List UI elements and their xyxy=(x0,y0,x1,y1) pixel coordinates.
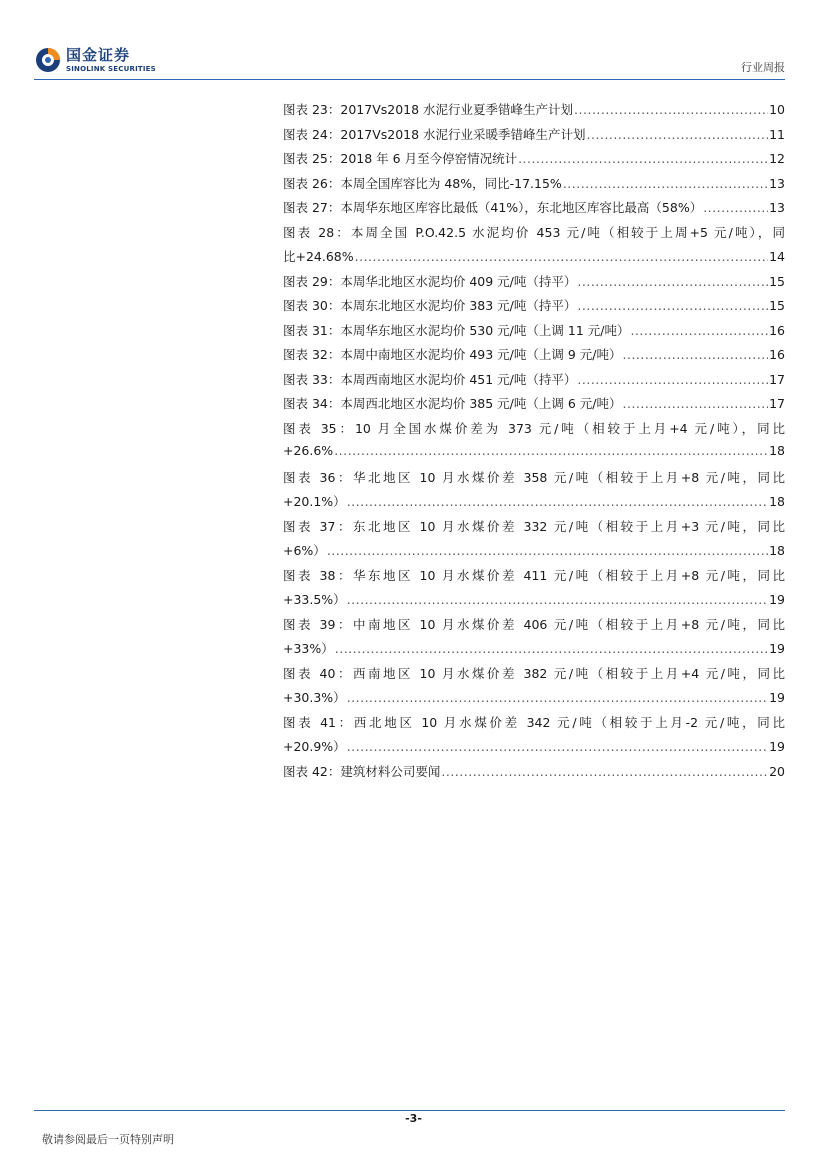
toc-entry-title: 图表 23：2017Vs2018 水泥行业夏季错峰生产计划 xyxy=(283,102,574,117)
sinolink-logo-icon xyxy=(34,46,62,74)
toc-leader-dots xyxy=(335,641,768,656)
toc-entry-title: 图表 39：中南地区 10 月水煤价差 406 元/吨（相较于上月+8 元/吨，同比 xyxy=(283,616,785,632)
toc-entry[interactable] xyxy=(283,345,785,370)
toc-entry[interactable] xyxy=(283,321,785,346)
toc-page-number: 19 xyxy=(769,641,785,656)
footer-divider xyxy=(34,1110,785,1111)
toc-entry-title: 图表 30：本周东北地区水泥均价 383 元/吨（持平） xyxy=(283,298,577,313)
toc-leader-dots xyxy=(577,274,768,289)
toc-entry[interactable] xyxy=(283,566,785,615)
toc-page-number: 14 xyxy=(769,249,785,264)
toc-entry[interactable] xyxy=(283,149,785,174)
toc-page-number: 18 xyxy=(769,443,785,458)
toc-entry-title: 图表 33：本周西南地区水泥均价 451 元/吨（持平） xyxy=(283,371,577,387)
toc-leader-dots xyxy=(518,151,768,166)
toc-leader-dots xyxy=(563,176,768,191)
toc-entry[interactable] xyxy=(283,125,785,150)
toc-entry-title: 图表 38：华东地区 10 月水煤价差 411 元/吨（相较于上月+8 元/吨，同比 xyxy=(283,567,785,583)
toc-page-number: 17 xyxy=(769,371,785,387)
toc-entry-title: 图表 25：2018 年 6 月至今停窑情况统计 xyxy=(283,151,518,166)
toc-page-number: 16 xyxy=(769,322,785,338)
toc-page-number: 18 xyxy=(769,543,785,558)
logo-chinese-name: 国金证券 xyxy=(66,45,131,64)
toc-entry[interactable] xyxy=(283,762,785,787)
toc-leader-dots xyxy=(347,494,768,509)
toc-entry-title: +20.9%） xyxy=(283,739,346,754)
toc-page-number: 17 xyxy=(769,396,785,411)
toc-entry[interactable] xyxy=(283,615,785,664)
toc-entry-title: 图表 36：华北地区 10 月水煤价差 358 元/吨（相较于上月+8 元/吨，同比 xyxy=(283,469,785,485)
toc-entry-title: 图表 26：本周全国库容比为 48%，同比-17.15% xyxy=(283,175,562,191)
toc-entry-title: 图表 28：本周全国 P.O.42.5 水泥均价 453 元/吨（相较于上周+5 元/吨），同 xyxy=(283,224,785,240)
toc-page-number: 15 xyxy=(769,298,785,313)
toc-page-number: 15 xyxy=(769,273,785,289)
toc-entry-title: +6%） xyxy=(283,543,326,558)
toc-entry-title: 图表 42：建筑材料公司要闻 xyxy=(283,763,441,779)
toc-leader-dots xyxy=(577,372,768,387)
toc-leader-dots xyxy=(347,739,768,754)
figure-index-list xyxy=(283,100,785,786)
toc-entry[interactable] xyxy=(283,223,785,272)
toc-entry-title: 图表 27：本周华东地区库容比最低（41%），东北地区库容比最高（58%） xyxy=(283,200,703,215)
toc-leader-dots xyxy=(587,127,769,142)
toc-entry[interactable] xyxy=(283,664,785,713)
toc-entry[interactable] xyxy=(283,198,785,223)
header-divider xyxy=(34,79,785,80)
toc-leader-dots xyxy=(630,323,768,338)
company-logo xyxy=(34,46,156,74)
toc-page-number: 10 xyxy=(769,102,785,117)
toc-leader-dots xyxy=(347,690,768,705)
page-number: -3- xyxy=(405,1112,422,1125)
toc-entry-title: 图表 35：10 月全国水煤价差为 373 元/吨（相较于上月+4 元/吨），同比 xyxy=(283,420,785,436)
toc-leader-dots xyxy=(577,298,768,313)
toc-entry[interactable] xyxy=(283,419,785,468)
toc-page-number: 20 xyxy=(769,763,785,779)
disclaimer-text: 敬请参阅最后一页特别声明 xyxy=(42,1133,174,1146)
toc-entry[interactable] xyxy=(283,468,785,517)
toc-entry-title: 比+24.68% xyxy=(283,249,354,264)
toc-leader-dots xyxy=(334,443,768,458)
toc-leader-dots xyxy=(441,764,768,779)
toc-entry-title: 图表 31：本周华东地区水泥均价 530 元/吨（上调 11 元/吨） xyxy=(283,322,630,338)
toc-entry[interactable] xyxy=(283,174,785,199)
toc-entry-title: +33.5%） xyxy=(283,592,346,607)
toc-page-number: 12 xyxy=(769,151,785,166)
toc-leader-dots xyxy=(703,200,768,215)
toc-entry-title: 图表 34：本周西北地区水泥均价 385 元/吨（上调 6 元/吨） xyxy=(283,396,622,411)
toc-entry-title: +30.3%） xyxy=(283,690,346,705)
toc-page-number: 18 xyxy=(769,494,785,509)
toc-entry-title: 图表 29：本周华北地区水泥均价 409 元/吨（持平） xyxy=(283,273,577,289)
page-header xyxy=(0,0,827,80)
toc-entry-title: +26.6% xyxy=(283,443,334,458)
toc-entry[interactable] xyxy=(283,296,785,321)
toc-page-number: 19 xyxy=(769,690,785,705)
toc-entry-title: +33%） xyxy=(283,641,334,656)
toc-entry-title: 图表 40：西南地区 10 月水煤价差 382 元/吨（相较于上月+4 元/吨，同比 xyxy=(283,665,785,681)
toc-page-number: 13 xyxy=(769,175,785,191)
toc-leader-dots xyxy=(574,102,768,117)
toc-leader-dots xyxy=(355,249,768,264)
toc-entry[interactable] xyxy=(283,272,785,297)
toc-page-number: 19 xyxy=(769,739,785,754)
toc-entry-title: +20.1%） xyxy=(283,494,346,509)
report-type-label: 行业周报 xyxy=(741,61,785,74)
toc-leader-dots xyxy=(623,347,769,362)
toc-leader-dots xyxy=(623,396,769,411)
toc-entry-title: 图表 37：东北地区 10 月水煤价差 332 元/吨（相较于上月+3 元/吨，同比 xyxy=(283,518,785,534)
toc-entry-title: 图表 41：西北地区 10 月水煤价差 342 元/吨（相较于上月-2 元/吨，同比 xyxy=(283,714,785,730)
logo-english-name: SINOLINK SECURITIES xyxy=(66,64,156,73)
toc-page-number: 11 xyxy=(769,126,785,142)
toc-entry[interactable] xyxy=(283,517,785,566)
toc-entry[interactable] xyxy=(283,394,785,419)
toc-leader-dots xyxy=(347,592,768,607)
toc-entry[interactable] xyxy=(283,100,785,125)
toc-page-number: 16 xyxy=(769,347,785,362)
toc-entry[interactable] xyxy=(283,713,785,762)
toc-entry-title: 图表 24：2017Vs2018 水泥行业采暖季错峰生产计划 xyxy=(283,126,586,142)
toc-page-number: 13 xyxy=(769,200,785,215)
toc-entry[interactable] xyxy=(283,370,785,395)
toc-leader-dots xyxy=(327,543,768,558)
toc-entry-title: 图表 32：本周中南地区水泥均价 493 元/吨（上调 9 元/吨） xyxy=(283,347,622,362)
toc-page-number: 19 xyxy=(769,592,785,607)
